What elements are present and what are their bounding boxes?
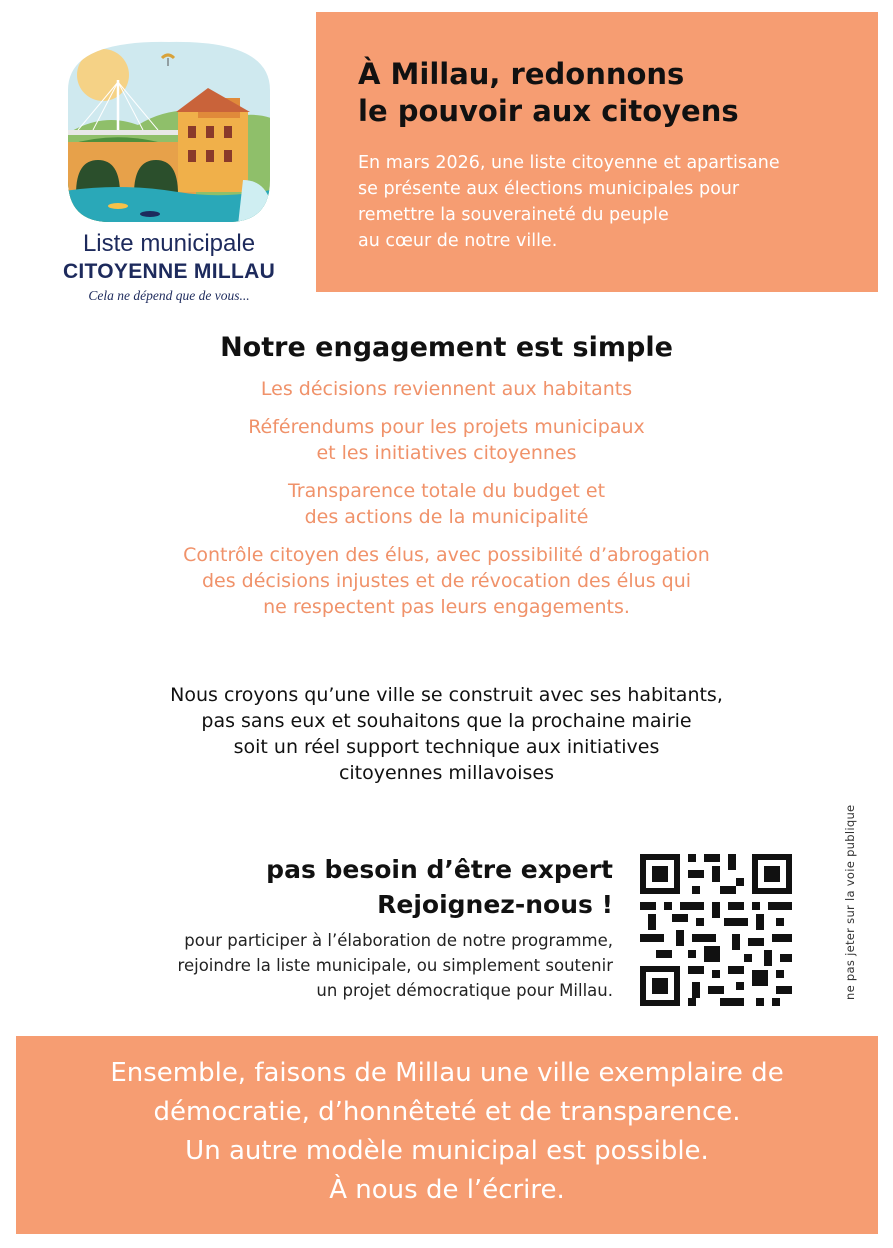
- header-title-line2: le pouvoir aux citoyens: [358, 94, 739, 128]
- join-heading: [266, 852, 613, 922]
- commitment-item: Contrôle citoyen des élus, avec possibilité d’abrogation des décisions injustes et de révocation des élus qui ne respectent pas leurs engagements.: [183, 544, 710, 618]
- footer-line: démocratie, d’honnêteté et de transparence.: [153, 1097, 741, 1127]
- logo-line1: Liste municipale: [82, 230, 256, 257]
- header-title-line1: À Millau, redonnons: [358, 57, 685, 91]
- commitment-item: Les décisions reviennent aux habitants: [260, 378, 633, 400]
- footer-line: Un autre modèle municipal est possible.: [185, 1136, 709, 1166]
- header-panel: [316, 12, 878, 292]
- join-text: pour participer à l’élaboration de notre programme, rejoindre la liste municipale, ou simplement soutenir un projet démocratique pour Millau.: [177, 931, 613, 1000]
- header-text-line: En mars 2026, une liste citoyenne et apartisane: [358, 153, 780, 173]
- header-text: [358, 150, 868, 254]
- logo: [44, 30, 294, 303]
- header-text-line: au cœur de notre ville.: [358, 231, 558, 251]
- join-heading-line1: pas besoin d’être expert: [266, 855, 613, 884]
- header-text-line: remettre la souveraineté du peuple: [358, 205, 669, 225]
- side-note: ne pas jeter sur la voie publique: [843, 804, 857, 1000]
- logo-tagline: Cela ne dépend que de vous...: [88, 288, 250, 303]
- header-title: [358, 56, 739, 130]
- qr-code-icon[interactable]: [636, 850, 796, 1010]
- header-text-line: se présente aux élections municipales pour: [358, 179, 740, 199]
- join-heading-line2: Rejoignez-nous !: [377, 890, 613, 919]
- logo-line2: CITOYENNE MILLAU: [62, 260, 276, 283]
- footer-line: Ensemble, faisons de Millau une ville exemplaire de: [110, 1058, 784, 1088]
- footer-text: [16, 1054, 878, 1210]
- engagement-title: Notre engagement est simple: [220, 332, 673, 363]
- belief-statement: Nous croyons qu’une ville se construit avec ses habitants, pas sans eux et souhaitons que la prochaine mairie soit un réel support technique aux initiatives citoyennes millavoises: [170, 684, 723, 784]
- commitment-item: Transparence totale du budget et des actions de la municipalité: [287, 480, 606, 528]
- commitment-item: Référendums pour les projets municipaux et les initiatives citoyennes: [248, 416, 645, 464]
- city-bridge-illustration-icon: [58, 30, 280, 225]
- footer-panel: [16, 1036, 878, 1234]
- commitment-list: [0, 376, 893, 632]
- footer-line: À nous de l’écrire.: [329, 1175, 565, 1205]
